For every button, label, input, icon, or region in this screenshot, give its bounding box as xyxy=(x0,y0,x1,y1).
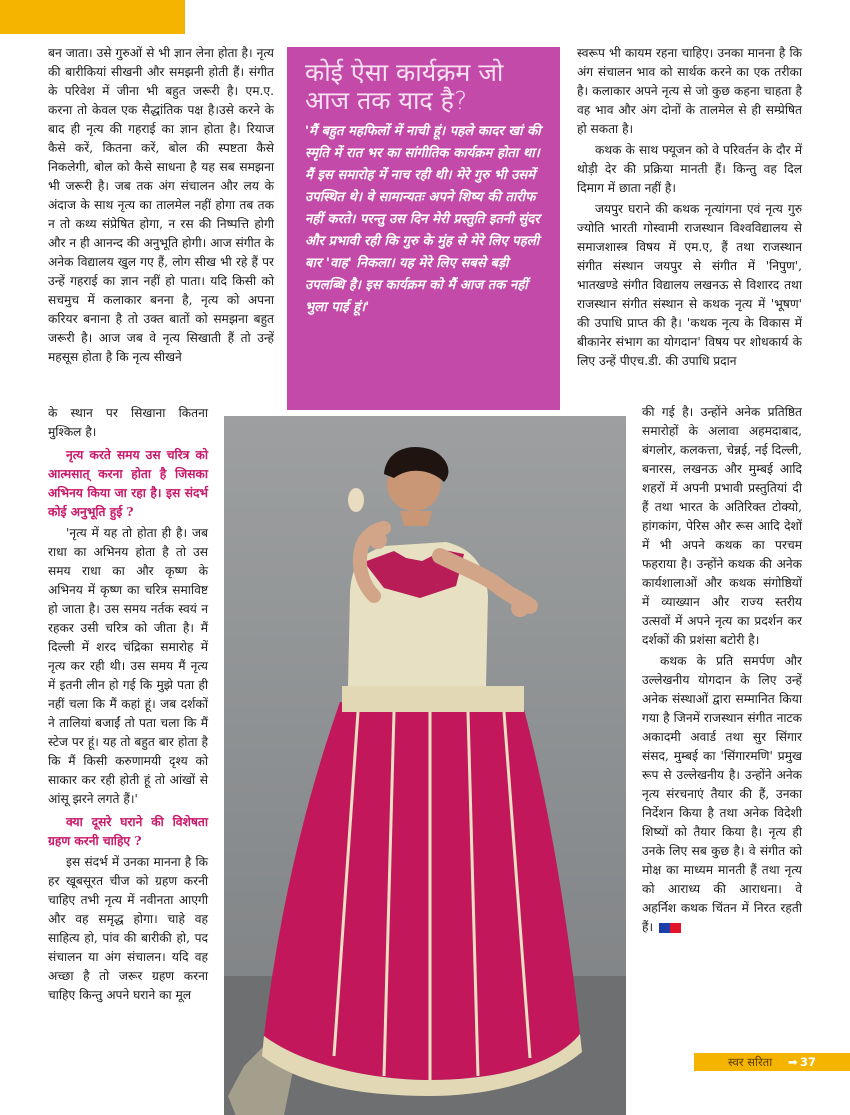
paragraph: के स्थान पर सिखाना कितना मुश्किल है। xyxy=(48,406,208,439)
paragraph-text: कथक के प्रति समर्पण और उल्लेखनीय योगदान के लिए उन्हें अनेक संस्थाओं द्वारा सम्मानित किया गया है जिनमें राजस्थान संगीत नाटक अकादमी अवार्ड तथा सुर सिंगार संसद, मुम्बई का 'सिंगारमणि' प्रमुख रूप से उल्लेखनीय है। उन्होंने अनेक नृत्य संरचनाएं तैयार की हैं, उनका निर्देशन किया है तथा अनेक विदेशी शिष्यों को तैयार किया है। नृत्य ही उनके लिए सब कुछ है। वे संगीत को मोक्ष का माध्यम मानती हैं तथा नृत्य को आराध्य की आराधना। वे अहर्निश कथक चिंतन में निरत रहती हैं। xyxy=(642,654,802,934)
kathak-dancer-illustration xyxy=(224,416,626,1115)
callout-heading: कोई ऐसा कार्यक्रम जो आज तक याद है? xyxy=(305,58,504,115)
paragraph: की गई है। उन्होंने अनेक प्रतिष्ठित समारोहों के अलावा अहमदाबाद, बंगलोर, कलकत्ता, चेन्नई, नई दिल्ली, बनारस, लखनऊ और मुम्बई आदि शहरों में अपनी प्रभावी प्रस्तुतियां दी हैं तथा भारत के अतिरिक्त टोक्यो, हांगकांग, पेरिस और रूस आदि देशों में भी अपने कथक का परचम फहराया है। उन्होंने कथक की अनेक कार्यशालाओं और कथक संगोष्ठियों में व्याख्यान और राज्य स्तरीय उत्सवों में अपने नृत्य का प्रदर्शन कर दर्शकों की प्रशंसा बटोरी है। xyxy=(642,405,802,647)
arrow-icon: ➡ xyxy=(788,1055,798,1069)
end-mark-icon xyxy=(659,923,681,933)
dancer-photo xyxy=(224,416,626,1115)
paragraph: कथक के साथ फ्यूजन को वे परिवर्तन के दौर में थोड़ी देर की प्रक्रिया मानती हैं। किन्तु वह दिल दिमाग में छाता नहीं है। xyxy=(577,143,802,195)
interview-question: नृत्य करते समय उस चरित्र को आत्मसात् करना होता है जिसका अभिनय किया जा रहा है। इस संदर्भ कोई अनुभूति हुई ? xyxy=(48,448,208,519)
page-number: 37 xyxy=(800,1055,817,1069)
callout-quote: 'मैं बहुत महफिलों में नाची हूं। पहले कादर खां की स्मृति में रात भर का सांगीतिक कार्यक्रम होता था। मैं इस समारोह में नाच रही थी। मेरे गुरु भी उसमें उपस्थित थे। वे सामान्यतः अपने शिष्य की तारीफ नहीं करते। परन्तु उस दिन मेरी प्रस्तुति इतनी सुंदर और प्रभावी रही कि गुरु के मुंह से मेरे लिए पहली बार 'वाह' निकला। यह मेरे लिए सबसे बड़ी उपलब्धि है। इस कार्यक्रम को मैं आज तक नहीं भुला पाई हूं।' xyxy=(305,124,541,315)
paragraph: जयपुर घराने की कथक नृत्यांगना एवं नृत्य गुरु ज्योति भारती गोस्वामी राजस्थान विश्वविद्यालय से समाजशास्त्र विषय में एम.ए, हैं तथा राजस्थान संगीत संस्थान जयपुर से संगीत में 'निपुण', भातखण्डे संगीत विद्यालय लखनऊ से विशारद तथा राजस्थान संगीत संस्थान से कथक नृत्य में 'भूषण' की उपाधि प्राप्त की है। 'कथक नृत्य के विकास में बीकानेर संभाग का योगदान' विषय पर शोधकार्य के लिए उन्हें पीएच.डी. की उपाधि प्रदान xyxy=(577,202,802,368)
magazine-name: स्वर सरिता xyxy=(728,1055,773,1069)
interview-question: क्या दूसरे घराने की विशेषता ग्रहण करनी चाहिए ? xyxy=(48,815,208,848)
paragraph: इस संदर्भ में उनका मानना है कि हर खूबसूरत चीज को ग्रहण करनी चाहिए तभी नृत्य में नवीनता आएगी और वह समृद्ध होगा। चाहे वह साहित्य हो, पांव की बारीकी हो, पद संचालन या अंग संचालन। यदि वह अच्छा है तो जरूर ग्रहण करना चाहिए किन्तु अपने घराने का मूल xyxy=(48,855,208,1002)
page-footer xyxy=(694,1053,850,1071)
top-accent-bar xyxy=(0,0,185,34)
left-column-top xyxy=(48,44,274,369)
callout-box xyxy=(287,47,560,410)
right-column-top xyxy=(577,44,802,373)
paragraph: 'नृत्य में यह तो होता ही है। जब राधा का अभिनय होता है तो उस समय राधा का और कृष्ण के अभिनय में कृष्ण का चरित्र समाविष्ट हो जाता है। उस समय नर्तक स्वयं न रहकर उसी चरित्र को जीता है। मैं दिल्ली में शरद चंद्रिका समारोह में नृत्य कर रही थी। उस समय मैं नृत्य में इतनी लीन हो गई कि मुझे पता ही नहीं चला कि मैं कहां हूं। जब दर्शकों ने तालियां बजाईं तो पता चला कि मैं स्टेज पर हूं। यह तो बहुत बार होता है कि मैं किसी करुणामयी दृश्य को साकार कर रही होती हूं तो आंखों से आंसू झरने लगते हैं।' xyxy=(48,526,208,806)
left-column-bottom xyxy=(48,404,208,1007)
right-column-bottom xyxy=(642,403,802,939)
paragraph: स्वरूप भी कायम रहना चाहिए। उनका मानना है कि अंग संचालन भाव को सार्थक करने का एक तरीका है। कलाकार अपने नृत्य से जो कुछ कहना चाहता है वह भाव और अंग दोनों के तालमेल से ही सम्प्रेषित हो सकता है। xyxy=(577,46,802,136)
paragraph xyxy=(642,652,802,937)
paragraph: बन जाता। उसे गुरुओं से भी ज्ञान लेना होता है। नृत्य की बारीकियां सीखनी और समझनी होती हैं। संगीत के परिवेश में जीना भी बहुत जरूरी है। एम.ए. करना तो केवल एक सैद्धांतिक पक्ष है।उसे करने के बाद ही नृत्य की गहराई का ज्ञान होता है। रियाज कैसे करें, कितना करें, बोल की स्पष्टता कैसे निकलेगी, बोल को कैसे साधना है यह सब समझना भी जरूरी है। जब तक अंग संचालन और लय के अंदाज के साथ नृत्य का तालमेल नहीं होगा तब तक न तो कथ्य संप्रेषित होगा, न रस की निष्पत्ति होगी और न ही आनन्द की अनुभूति होगी। आज संगीत के अनेक विद्यालय खुल गए हैं, लोग सीख भी रहे हैं पर उन्हें गहराई का ज्ञान नहीं हो पाता। यदि किसी को सचमुच में कलाकार बनना है, नृत्य को अपना करियर बनाना है तो उक्त बातों को समझना बहुत जरूरी है। आज जब वे नृत्य सिखाती हैं तो उन्हें महसूस होता है कि नृत्य सीखने xyxy=(48,46,274,364)
